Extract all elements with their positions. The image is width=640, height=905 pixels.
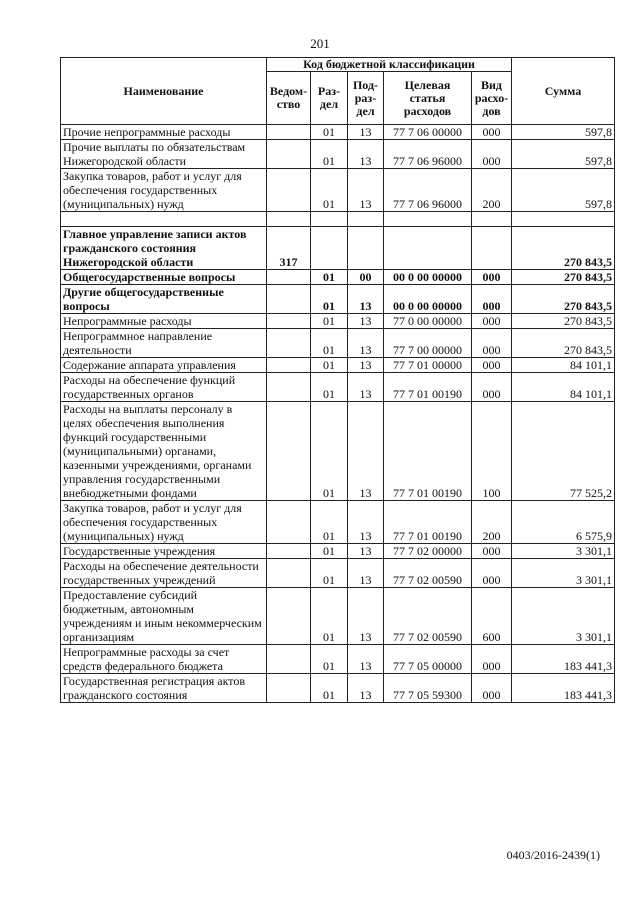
cell-vedomstvo [267,373,311,402]
cell-summa: 183 441,3 [512,645,615,674]
table-row [61,227,615,270]
table-row [61,559,615,588]
table-row [61,645,615,674]
cell-razdel [311,227,348,270]
cell-name: Закупка товаров, работ и услуг для обеспечения государственных (муниципальных) нужд [61,169,267,212]
cell-podrazdel: 13 [348,402,384,501]
cell-razdel: 01 [311,645,348,674]
table-row [61,270,615,285]
cell-razdel: 01 [311,270,348,285]
table-row [61,140,615,169]
cell-tselevaya: 00 0 00 00000 [384,285,472,314]
cell-tselevaya [384,212,472,227]
table-row [61,358,615,373]
cell-podrazdel: 13 [348,373,384,402]
header-podrazdel: Под-раз-дел [348,72,384,125]
cell-tselevaya: 77 7 01 00190 [384,402,472,501]
cell-summa: 597,8 [512,125,615,140]
cell-vedomstvo [267,140,311,169]
cell-razdel: 01 [311,501,348,544]
cell-tselevaya: 77 7 06 96000 [384,169,472,212]
cell-summa: 6 575,9 [512,501,615,544]
header-vedomstvo: Ведом-ство [267,72,311,125]
cell-tselevaya: 77 7 01 00000 [384,358,472,373]
table-row [61,544,615,559]
cell-tselevaya [384,227,472,270]
cell-podrazdel: 13 [348,358,384,373]
cell-name: Непрограммные расходы [61,314,267,329]
cell-razdel: 01 [311,544,348,559]
cell-name: Непрограммное направление деятельности [61,329,267,358]
cell-podrazdel: 13 [348,169,384,212]
cell-name: Прочие выплаты по обязательствам Нижегородской области [61,140,267,169]
cell-vedomstvo [267,125,311,140]
cell-razdel: 01 [311,314,348,329]
cell-vid: 000 [472,270,512,285]
cell-vid [472,227,512,270]
cell-summa: 270 843,5 [512,270,615,285]
cell-vedomstvo [267,270,311,285]
cell-vedomstvo [267,358,311,373]
cell-tselevaya: 77 7 01 00190 [384,373,472,402]
cell-tselevaya: 77 7 02 00000 [384,544,472,559]
budget-table [60,57,615,703]
cell-razdel: 01 [311,674,348,703]
cell-summa: 597,8 [512,169,615,212]
cell-summa: 84 101,1 [512,373,615,402]
cell-vid: 000 [472,373,512,402]
cell-summa: 270 843,5 [512,285,615,314]
header-razdel: Раз-дел [311,72,348,125]
cell-vedomstvo [267,285,311,314]
cell-tselevaya: 77 7 00 00000 [384,329,472,358]
cell-podrazdel: 13 [348,329,384,358]
cell-summa: 3 301,1 [512,559,615,588]
cell-summa: 183 441,3 [512,674,615,703]
cell-vid: 000 [472,285,512,314]
cell-vid: 000 [472,559,512,588]
cell-podrazdel [348,227,384,270]
cell-tselevaya: 77 7 05 00000 [384,645,472,674]
cell-summa [512,212,615,227]
cell-summa: 3 301,1 [512,544,615,559]
cell-podrazdel: 13 [348,645,384,674]
page-number: 201 [310,36,330,51]
cell-tselevaya: 00 0 00 00000 [384,270,472,285]
cell-vid: 600 [472,588,512,645]
cell-razdel: 01 [311,140,348,169]
cell-vid: 000 [472,358,512,373]
table-row [61,169,615,212]
cell-tselevaya: 77 7 02 00590 [384,559,472,588]
table-row [61,588,615,645]
cell-razdel: 01 [311,329,348,358]
cell-vedomstvo [267,559,311,588]
cell-razdel: 01 [311,285,348,314]
cell-name: Другие общегосударственные вопросы [61,285,267,314]
cell-summa: 270 843,5 [512,329,615,358]
header-vid: Вид расхо-дов [472,72,512,125]
cell-summa: 597,8 [512,140,615,169]
cell-summa: 84 101,1 [512,358,615,373]
cell-vedomstvo [267,645,311,674]
cell-razdel: 01 [311,358,348,373]
header-summa: Сумма [512,58,615,125]
cell-name: Предоставление субсидий бюджетным, автономным учреждениям и иным некоммерческим организациям [61,588,267,645]
cell-podrazdel: 13 [348,588,384,645]
cell-vid: 000 [472,645,512,674]
cell-tselevaya: 77 7 05 59300 [384,674,472,703]
cell-vedomstvo [267,501,311,544]
cell-razdel: 01 [311,588,348,645]
cell-vedomstvo [267,402,311,501]
header-tselevaya: Целевая статья расходов [384,72,472,125]
cell-podrazdel: 13 [348,559,384,588]
cell-podrazdel: 13 [348,544,384,559]
cell-name: Расходы на выплаты персоналу в целях обеспечения выполнения функций государственными (муниципальными) органами, казенными учреждениями, органами управления государственными внебюджетными фондами [61,402,267,501]
cell-vid: 000 [472,125,512,140]
cell-razdel [311,212,348,227]
cell-vid: 000 [472,544,512,559]
cell-podrazdel: 13 [348,674,384,703]
cell-podrazdel: 13 [348,125,384,140]
cell-vid [472,212,512,227]
cell-razdel: 01 [311,125,348,140]
cell-razdel: 01 [311,559,348,588]
cell-podrazdel: 00 [348,270,384,285]
cell-name: Содержание аппарата управления [61,358,267,373]
cell-summa: 3 301,1 [512,588,615,645]
cell-podrazdel [348,212,384,227]
cell-name: Государственная регистрация актов гражданского состояния [61,674,267,703]
table-row [61,674,615,703]
cell-vedomstvo [267,674,311,703]
cell-vedomstvo [267,314,311,329]
cell-vid: 100 [472,402,512,501]
cell-tselevaya: 77 7 02 00590 [384,588,472,645]
cell-vid: 200 [472,501,512,544]
table-row [61,125,615,140]
cell-name: Закупка товаров, работ и услуг для обеспечения государственных (муниципальных) нужд [61,501,267,544]
cell-vid: 000 [472,140,512,169]
cell-vedomstvo [267,169,311,212]
cell-name: Расходы на обеспечение функций государственных органов [61,373,267,402]
cell-tselevaya: 77 7 01 00190 [384,501,472,544]
cell-podrazdel: 13 [348,285,384,314]
table-row [61,373,615,402]
table-row [61,212,615,227]
cell-name [61,212,267,227]
cell-vedomstvo [267,212,311,227]
cell-vid: 000 [472,329,512,358]
table-row [61,501,615,544]
cell-vid: 200 [472,169,512,212]
cell-vid: 000 [472,314,512,329]
cell-razdel: 01 [311,373,348,402]
cell-razdel: 01 [311,169,348,212]
cell-vedomstvo [267,544,311,559]
cell-name: Общегосударственные вопросы [61,270,267,285]
table-row [61,402,615,501]
cell-name: Прочие непрограммные расходы [61,125,267,140]
cell-summa: 270 843,5 [512,227,615,270]
cell-podrazdel: 13 [348,314,384,329]
cell-summa: 270 843,5 [512,314,615,329]
cell-name: Непрограммные расходы за счет средств федерального бюджета [61,645,267,674]
cell-tselevaya: 77 0 00 00000 [384,314,472,329]
footer-document-code: 0403/2016-2439(1) [506,848,600,862]
cell-vid: 000 [472,674,512,703]
cell-name: Главное управление записи актов гражданского состояния Нижегородской области [61,227,267,270]
cell-vedomstvo [267,588,311,645]
cell-podrazdel: 13 [348,140,384,169]
cell-tselevaya: 77 7 06 00000 [384,125,472,140]
header-name: Наименование [61,58,267,125]
cell-tselevaya: 77 7 06 96000 [384,140,472,169]
cell-name: Государственные учреждения [61,544,267,559]
table-row [61,285,615,314]
table-row [61,314,615,329]
header-code-group: Код бюджетной классификации [267,58,512,72]
table-row [61,329,615,358]
cell-summa: 77 525,2 [512,402,615,501]
cell-vedomstvo [267,329,311,358]
cell-vedomstvo: 317 [267,227,311,270]
cell-razdel: 01 [311,402,348,501]
cell-podrazdel: 13 [348,501,384,544]
cell-name: Расходы на обеспечение деятельности государственных учреждений [61,559,267,588]
